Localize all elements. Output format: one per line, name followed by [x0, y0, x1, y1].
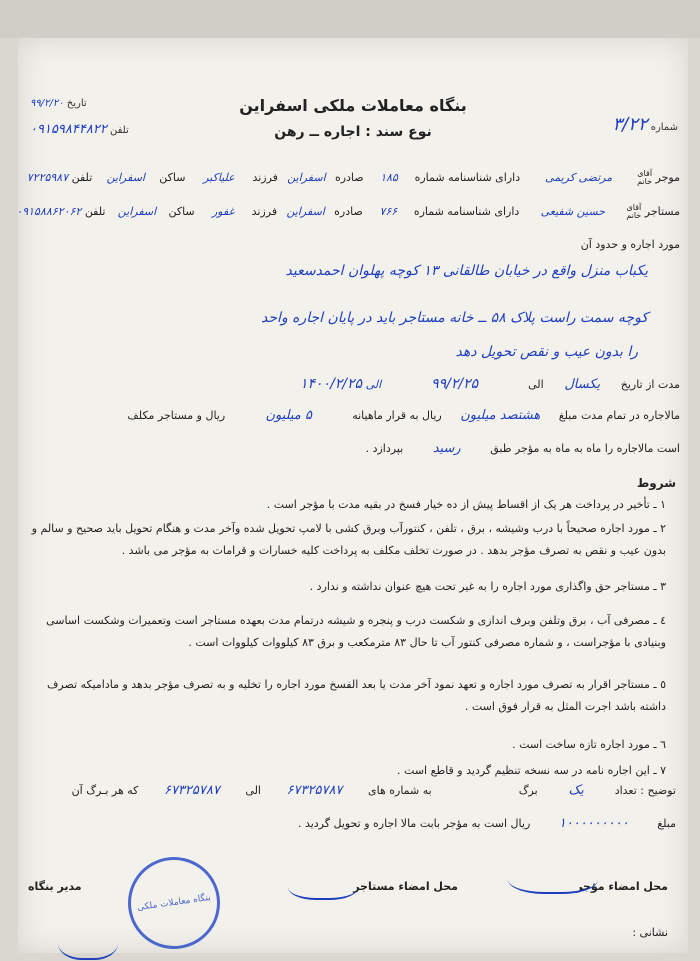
tenant-label: مستاجر	[644, 205, 680, 218]
owner-row	[27, 170, 680, 186]
number-value: ۳/۲۲	[612, 114, 648, 135]
note-each-label: که هر بـرگ آن	[71, 784, 139, 797]
number-row	[612, 114, 678, 135]
tenant-id-label: دارای شناسنامه شماره	[413, 205, 520, 218]
tenant-issued: اسفراین	[286, 205, 325, 218]
rent-line2-value: رسید	[432, 441, 461, 456]
top-margin	[0, 0, 700, 38]
owner-child-label: فرزند	[252, 171, 278, 184]
tenant-phone: ۰۹۱۵۸۸۶۲۰۶۲	[16, 205, 82, 218]
owner-phone-label: تلفن	[71, 171, 93, 184]
agency-phone-value: ۰۹۱۵۹۸۴۴۸۲۲	[30, 122, 107, 137]
amount-label: مبلغ	[657, 817, 676, 830]
conditions-title: شروط	[636, 476, 676, 490]
agency-phone-label: تلفن	[110, 125, 129, 136]
tenant-resident: اسفراین	[117, 205, 157, 218]
note-to-number: ۶۷۳۲۵۷۸۷	[163, 783, 220, 798]
term-row	[300, 376, 680, 392]
lease-document	[18, 38, 688, 953]
rent-total-label: مالاجاره در تمام مدت مبلغ	[558, 409, 680, 422]
manager-label: مدیر بنگاه	[28, 880, 82, 893]
owner-phone: ۷۲۲۵۹۸۷	[26, 171, 69, 184]
rent-monthly: ۵ میلیون	[265, 408, 312, 423]
document-type: نوع سند : اجاره ــ رهن	[274, 124, 432, 140]
note-label: توضیح : تعداد	[614, 784, 676, 797]
owner-id-label: دارای شناسنامه شماره	[414, 171, 521, 184]
tenant-name: حسین شفیعی	[540, 205, 605, 218]
condition-7: ۷ ـ این اجاره نامه در سه نسخه تنظیم گردید و قاطع است .	[397, 764, 666, 777]
note-count: یک	[568, 783, 584, 798]
condition-3: ۳ ـ مستاجر حق واگذاری مورد اجاره را به غیر تحت هیچ عنوان نداشته و ندارد .	[309, 580, 666, 593]
amount-row	[298, 816, 676, 831]
tenant-signature-label: محل امضاء مستاجر	[353, 880, 458, 893]
owner-issued-label: صادره	[334, 171, 364, 184]
property-line-3: را بدون عیب و نقص تحویل دهد	[455, 344, 638, 360]
tenant-phone-label: تلفن	[84, 205, 106, 218]
note-sheet-label: برگ	[518, 784, 538, 797]
tenant-row	[16, 204, 680, 220]
owner-signature-label: محل امضاء مؤجر	[576, 880, 668, 893]
condition-6: ٦ ـ مورد اجاره تازه ساخت است .	[512, 738, 666, 751]
agency-stamp-text: بنگاه معاملات ملکی	[136, 892, 212, 914]
tenant-signature	[288, 868, 358, 900]
address-label: نشانی :	[632, 926, 668, 939]
owner-label: موجر	[655, 171, 680, 184]
tenant-id: ۷۶۶	[379, 205, 398, 218]
term-to-label: الی	[528, 378, 544, 391]
rent-rial-label-1: ریال به قرار ماهیانه	[352, 409, 442, 422]
rent-rial-label-2: ریال و مستاجر مکلف	[127, 409, 226, 422]
condition-1: ۱ ـ تأخیر در پرداخت هر یک از اقساط پیش از ده خیار فسخ در بقیه مدت با مؤجر است .	[266, 498, 666, 511]
term-until-label: الی	[365, 378, 382, 391]
property-label: مورد اجاره و حدود آن	[580, 238, 680, 251]
number-label: شماره	[650, 122, 678, 133]
amount-value: ۱۰۰۰۰۰۰۰۰۰	[558, 816, 629, 831]
owner-title: آقای خانم	[637, 169, 653, 186]
condition-4: ٤ ـ مصرفی آب ، برق وتلفن وبرف اندازی و شکست درب و پنجره و شیشه درتمام مدت بعهده مستاجر است وتعمیرات وشکست اساسی وبنیادی با مؤجراست ، و شماره مصرفی کنتور آب تا حال ۸۳ مترمکعب و برق ۸۳ کیلووات کیلووات است .	[46, 614, 666, 649]
tenant-resident-label: ساکن	[168, 205, 195, 218]
note-from-number: ۶۷۳۲۵۷۸۷	[286, 783, 343, 798]
tenant-father: غفور	[212, 205, 235, 218]
property-line-2: کوچه سمت راست پلاک ۵۸ ــ خانه مستاجر باید در پایان اجاره واحد	[261, 310, 648, 326]
tenant-title: آقای خانم	[626, 203, 642, 220]
agency-phone-row	[30, 122, 129, 137]
condition-5: ٥ ـ مستاجر اقرار به تصرف مورد اجاره و تعهد نمود آخر مدت یا بعد الفسخ مورد اجاره را تخلیه و به تصرف مؤجر بدهد و مادامیکه تصرف داشته باشد اجرت المثل به قرار فوق است .	[47, 678, 666, 713]
note-to-label: الی	[245, 784, 261, 797]
tenant-child-label: فرزند	[251, 205, 278, 218]
manager-signature	[58, 918, 118, 960]
owner-name: مرتضی کریمی	[545, 171, 613, 184]
property-line-1: یکباب منزل واقع در خیابان طالقانی ۱۳ کوچه پهلوان احمدسعید	[285, 263, 648, 279]
rent-line2-prefix: است مالاجاره را ماه به ماه به مؤجر طبق	[490, 442, 680, 455]
agency-title: بنگاه معاملات ملکی اسفراین	[239, 96, 467, 115]
owner-resident-label: ساکن	[159, 171, 186, 184]
rent-row	[127, 408, 680, 423]
term-from-label: مدت از تاریخ	[620, 378, 680, 391]
owner-issued: اسفراین	[287, 171, 326, 184]
rent-line2-suffix: بپردازد .	[365, 442, 404, 455]
owner-father: علیاکبر	[203, 171, 235, 184]
owner-id: ۱۸۵	[380, 171, 398, 184]
date-row	[30, 98, 87, 109]
date-value: ۹۹/۲/۲۰	[30, 98, 64, 109]
note-row	[72, 783, 676, 798]
rent-total: هشتصد میلیون	[460, 408, 541, 423]
rent-row-2	[366, 441, 680, 456]
owner-signature	[508, 858, 598, 894]
amount-suffix: ریال است به مؤجر بابت مالا اجاره و تحویل گردید .	[297, 817, 531, 830]
tenant-issued-label: صادره	[334, 205, 363, 218]
term-to-date: ۱۴۰۰/۲/۲۵	[299, 376, 363, 392]
owner-resident: اسفراین	[106, 171, 145, 184]
term-period: یکسال	[564, 377, 601, 392]
condition-2: ۲ ـ مورد اجاره صحیحاً با درب وشیشه ، برق ، تلفن ، کنتورآب وبرق کشی با لامپ تحویل شده وآخر مدت و هنگام تحویل باید صحیح و سالم و بدون عیب و نقص به تصرف مؤجر بدهد . در صورت تخلف مکلف به پرداخت کلیه خسارات و قرامات به مؤجر می باشد .	[31, 522, 666, 557]
note-numbers-label: به شماره های	[367, 784, 432, 797]
date-label: تاریخ	[66, 98, 87, 109]
term-from-date: ۹۹/۲/۲۵	[431, 376, 479, 392]
